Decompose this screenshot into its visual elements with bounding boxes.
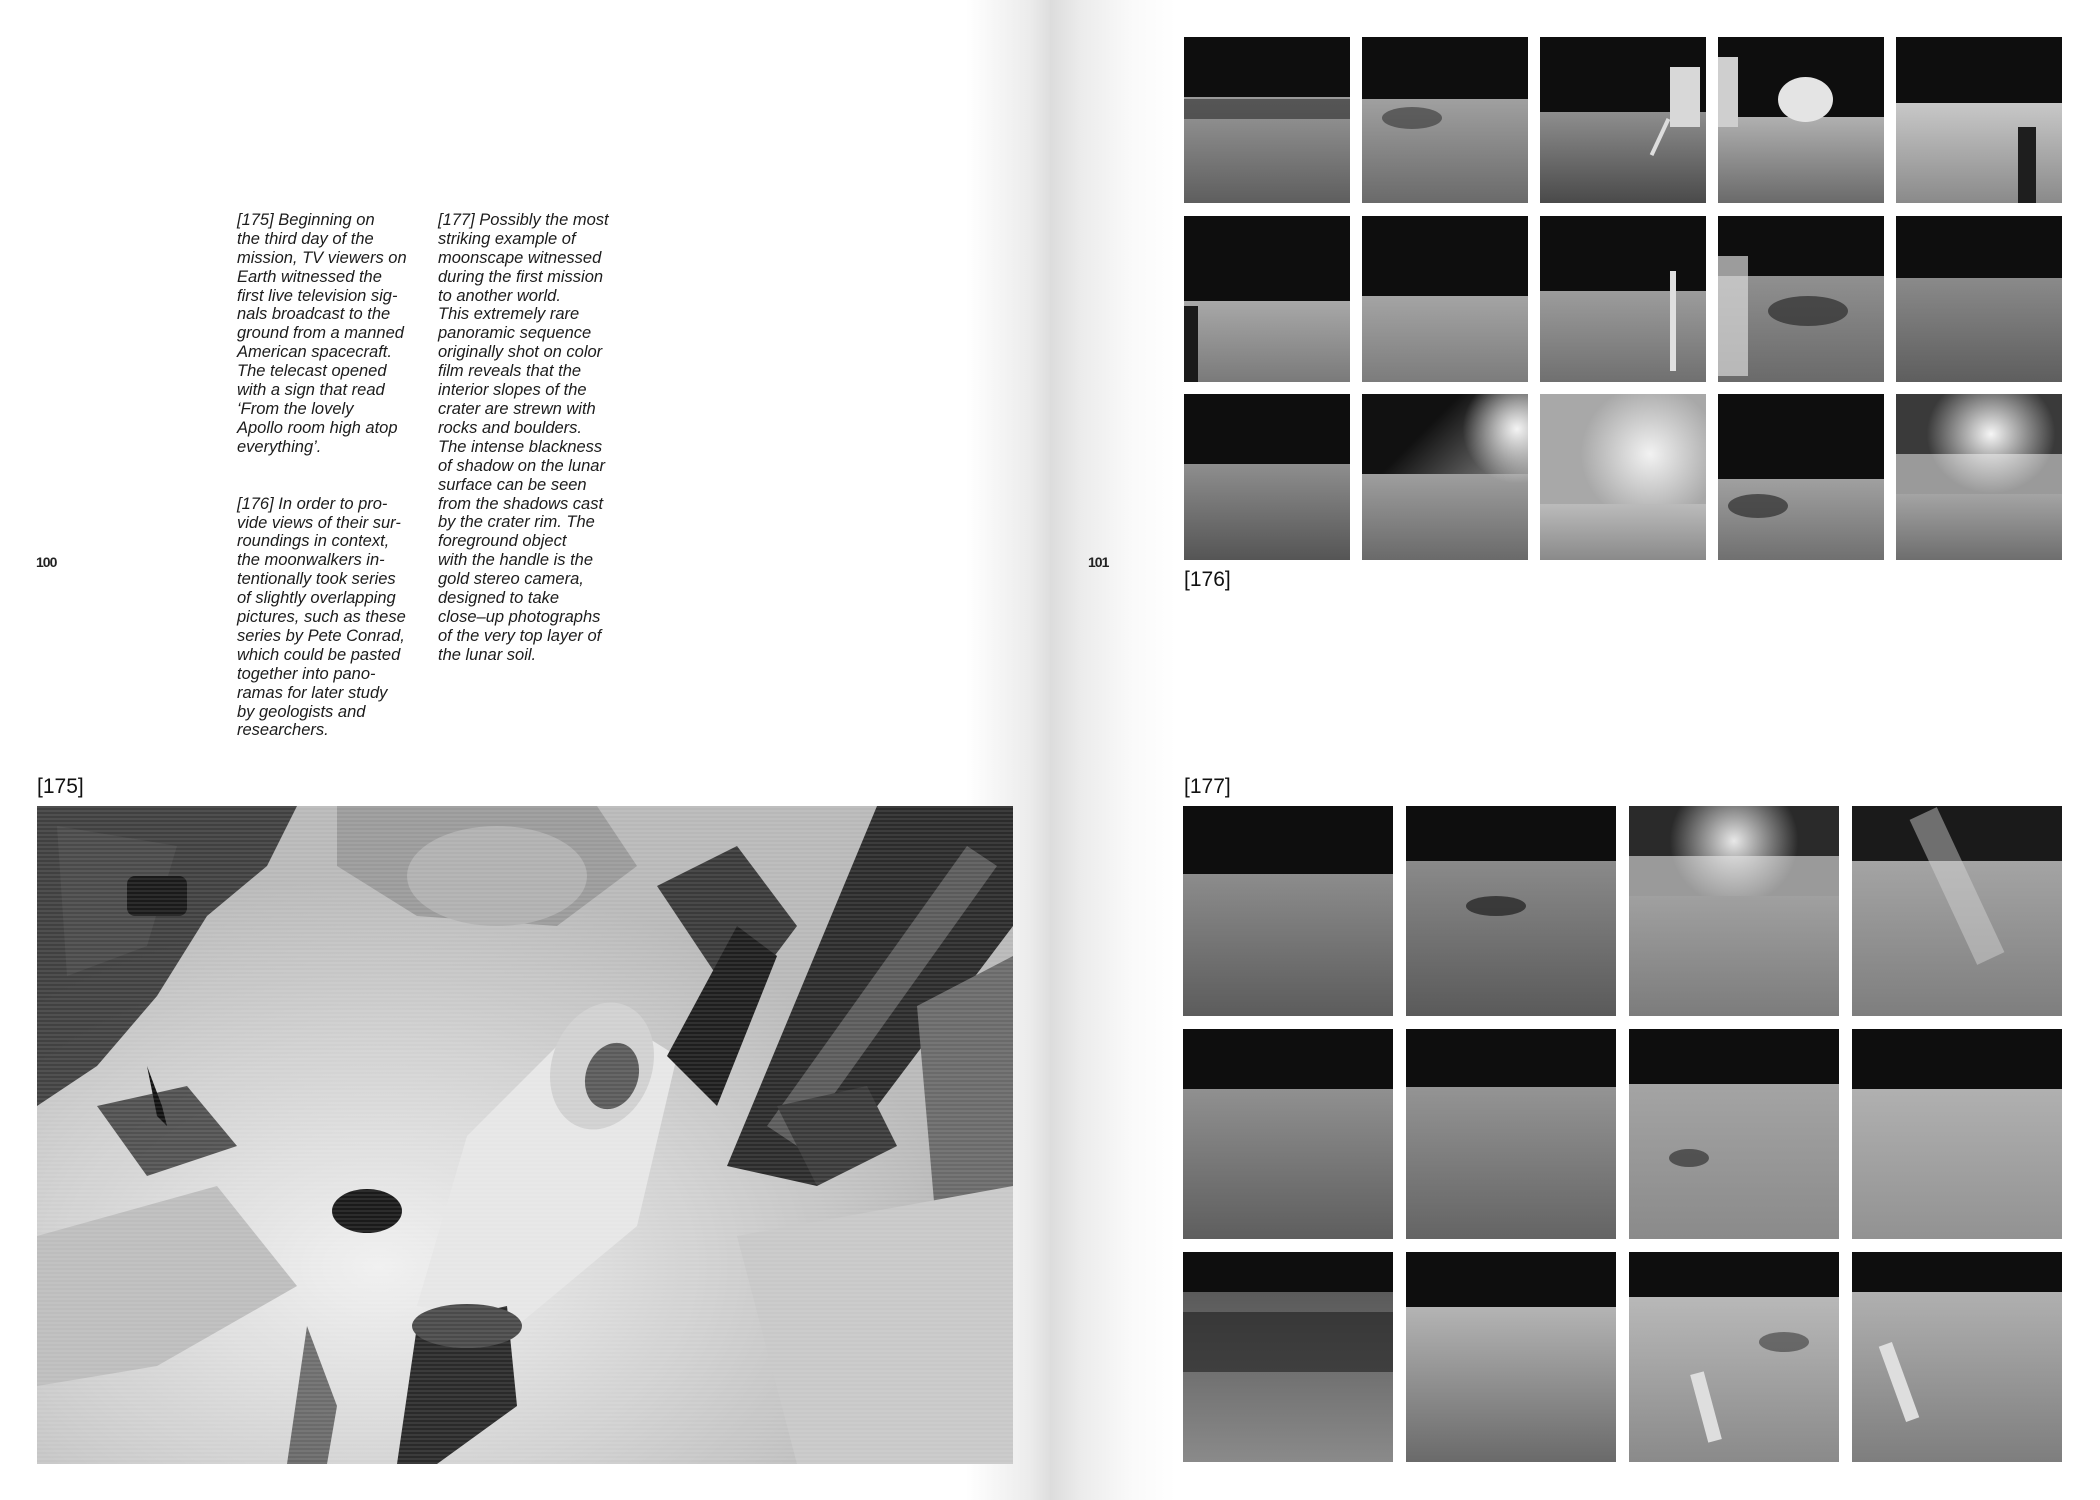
panorama-177-frame <box>1183 806 1393 1016</box>
panorama-177-frame <box>1629 1029 1839 1239</box>
text-column-1 <box>237 192 427 759</box>
panorama-176-frame <box>1184 216 1350 382</box>
panorama-176-frame <box>1362 37 1528 203</box>
panorama-177-frame <box>1852 806 2062 1016</box>
panorama-176-frame <box>1896 394 2062 560</box>
panorama-177-frame <box>1406 1029 1616 1239</box>
paragraph-177: [177] Possibly the most striking example of moonscape witnessed during the first mission to another world. This extremely rare panoramic sequence originally shot on color film reveals that the interior slopes of the crater are strewn with rocks and boulders. The intense blackness of shadow on the lunar surface can be seen from the shadows cast by the crater rim. The foreground object with the handle is the gold stereo camera, designed to take close–up photographs of the very top layer of the lunar soil. <box>438 210 609 664</box>
figure-177-label: [177] <box>1184 775 1231 798</box>
panorama-177-frame <box>1629 1252 1839 1462</box>
panorama-176-frame <box>1540 37 1706 203</box>
panorama-176-frame <box>1718 37 1884 203</box>
panorama-176-frame <box>1540 216 1706 382</box>
panorama-176-frame <box>1896 216 2062 382</box>
panorama-177-frame <box>1852 1029 2062 1239</box>
panorama-176-frame <box>1184 37 1350 203</box>
figure-175-photo <box>37 806 1013 1464</box>
right-page <box>1050 0 2100 1500</box>
figure-175-label: [175] <box>37 775 84 798</box>
panorama-176-frame <box>1184 394 1350 560</box>
page-number-right: 101 <box>1088 554 1109 570</box>
paragraph-176: [176] In order to pro- vide views of their sur- roundings in context, the moonwalkers in- tentionally took series of slightly overlapping pictures, such as these series by Pete Conrad, which could be pasted together into pano- ramas for later study by geologists and researchers. <box>237 494 406 740</box>
panorama-176-frame <box>1540 394 1706 560</box>
panorama-177-frame <box>1629 806 1839 1016</box>
panorama-177-frame <box>1406 1252 1616 1462</box>
paragraph-175: [175] Beginning on the third day of the mission, TV viewers on Earth witnessed the first live television sig- nals broadcast to the ground from a manned American spacecraft. The telecast opened with a sign that read ‘From the lovely Apollo room high atop everything’. <box>237 210 407 456</box>
panorama-177-frame <box>1183 1029 1393 1239</box>
panorama-177-frame <box>1183 1252 1393 1462</box>
panorama-177-frame <box>1406 806 1616 1016</box>
text-column-2 <box>438 192 638 684</box>
panorama-176-frame <box>1896 37 2062 203</box>
panorama-176-frame <box>1718 394 1884 560</box>
page-number-left: 100 <box>36 554 57 570</box>
panorama-176-frame <box>1718 216 1884 382</box>
panorama-176-frame <box>1362 394 1528 560</box>
tv-still-image <box>37 806 1013 1464</box>
panorama-176-frame <box>1362 216 1528 382</box>
figure-176-label: [176] <box>1184 568 1231 591</box>
panorama-177-frame <box>1852 1252 2062 1462</box>
